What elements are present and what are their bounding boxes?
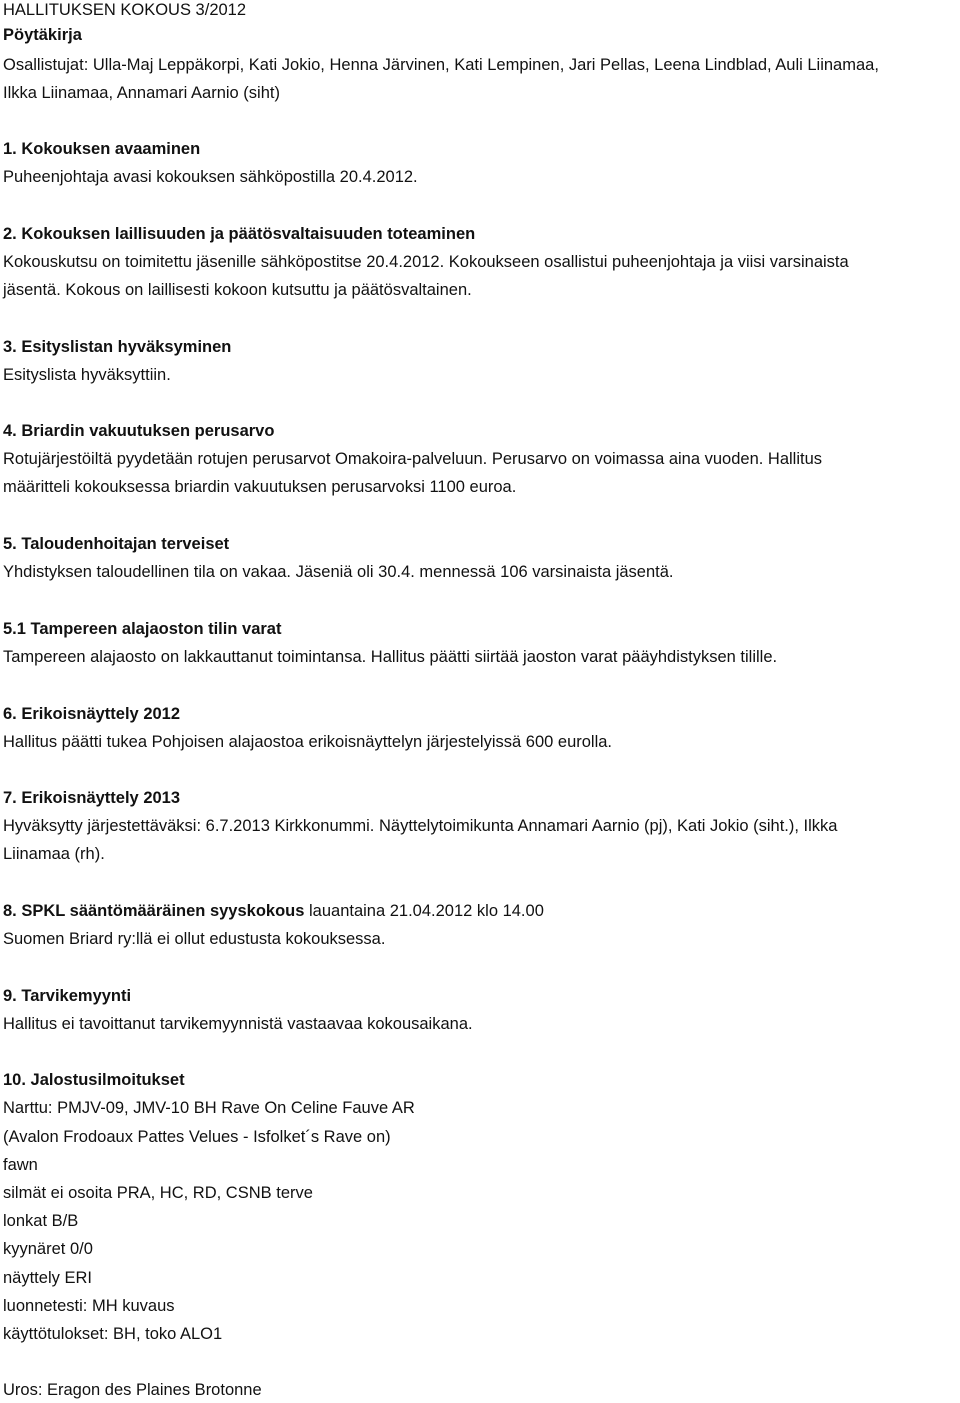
section-text: määritteli kokouksessa briardin vakuutuksen perusarvoksi 1100 euroa. bbox=[3, 478, 517, 496]
document-title: HALLITUKSEN KOKOUS 3/2012 bbox=[3, 1, 247, 19]
section-text: Esityslista hyväksyttiin. bbox=[3, 366, 171, 384]
section-heading bbox=[3, 901, 544, 921]
section-text: Rotujärjestöiltä pyydetään rotujen perusarvot Omakoira-palveluun. Perusarvo on voimassa aina vuoden. Hallitus bbox=[3, 450, 823, 468]
section-text: Liinamaa (rh). bbox=[3, 845, 105, 863]
section-heading: 2. Kokouksen laillisuuden ja päätösvaltaisuuden toteaminen bbox=[3, 225, 476, 243]
section-heading: 5.1 Tampereen alajaoston tilin varat bbox=[3, 620, 282, 638]
section-text: Tampereen alajaosto on lakkauttanut toimintansa. Hallitus päätti siirtää jaoston varat pääyhdistyksen tilille. bbox=[3, 648, 778, 666]
section-heading: 7. Erikoisnäyttely 2013 bbox=[3, 789, 181, 807]
section-heading: 9. Tarvikemyynti bbox=[3, 987, 132, 1005]
breeding-detail: Narttu: PMJV-09, JMV-10 BH Rave On Celine Fauve AR bbox=[3, 1099, 415, 1117]
section-heading: 5. Taloudenhoitajan terveiset bbox=[3, 535, 230, 553]
attendees-line: Ilkka Liinamaa, Annamari Aarnio (siht) bbox=[3, 84, 280, 102]
section-heading: 4. Briardin vakuutuksen perusarvo bbox=[3, 422, 275, 440]
breeding-detail: silmät ei osoita PRA, HC, RD, CSNB terve bbox=[3, 1184, 313, 1202]
section-text: Hallitus päätti tukea Pohjoisen alajaostoa erikoisnäyttelyn järjestelyissä 600 eurolla. bbox=[3, 733, 613, 751]
section-text: jäsentä. Kokous on laillisesti kokoon kutsuttu ja päätösvaltainen. bbox=[3, 281, 472, 299]
breeding-detail: lonkat B/B bbox=[3, 1212, 79, 1230]
section-text: Hallitus ei tavoittanut tarvikemyynnistä vastaavaa kokousaikana. bbox=[3, 1015, 473, 1033]
breeding-detail: kyynäret 0/0 bbox=[3, 1240, 93, 1258]
breeding-detail: näyttely ERI bbox=[3, 1269, 92, 1287]
section-heading: 6. Erikoisnäyttely 2012 bbox=[3, 705, 181, 723]
breeding-detail: käyttötulokset: BH, toko ALO1 bbox=[3, 1325, 223, 1343]
breeding-detail: fawn bbox=[3, 1156, 38, 1174]
section-heading-bold: 8. SPKL sääntömääräinen syyskokous bbox=[3, 902, 305, 920]
section-text: Yhdistyksen taloudellinen tila on vakaa. Jäseniä oli 30.4. mennessä 106 varsinaista jäsentä. bbox=[3, 563, 674, 581]
section-heading-rest: lauantaina 21.04.2012 klo 14.00 bbox=[304, 902, 544, 920]
attendees-line: Osallistujat: Ulla-Maj Leppäkorpi, Kati Jokio, Henna Järvinen, Kati Lempinen, Jari Pellas, Leena Lindblad, Auli Liinamaa, bbox=[3, 56, 879, 74]
section-text: Hyväksytty järjestettäväksi: 6.7.2013 Kirkkonummi. Näyttelytoimikunta Annamari Aarnio (pj), Kati Jokio (siht.), Ilkka bbox=[3, 817, 838, 835]
breeding-detail: (Avalon Frodoaux Pattes Velues - Isfolket´s Rave on) bbox=[3, 1128, 391, 1146]
section-text: Kokouskutsu on toimitettu jäsenille sähköpostitse 20.4.2012. Kokoukseen osallistui puheenjohtaja ja viisi varsinaista bbox=[3, 253, 849, 271]
section-text: Suomen Briard ry:llä ei ollut edustusta kokouksessa. bbox=[3, 930, 386, 948]
section-heading: 3. Esityslistan hyväksyminen bbox=[3, 338, 232, 356]
document-subtitle: Pöytäkirja bbox=[3, 26, 82, 44]
section-heading: 10. Jalostusilmoitukset bbox=[3, 1071, 185, 1089]
section-text: Puheenjohtaja avasi kokouksen sähköpostilla 20.4.2012. bbox=[3, 168, 418, 186]
breeding-sire: Uros: Eragon des Plaines Brotonne bbox=[3, 1381, 262, 1399]
breeding-detail: luonnetesti: MH kuvaus bbox=[3, 1297, 175, 1315]
section-heading: 1. Kokouksen avaaminen bbox=[3, 140, 201, 158]
